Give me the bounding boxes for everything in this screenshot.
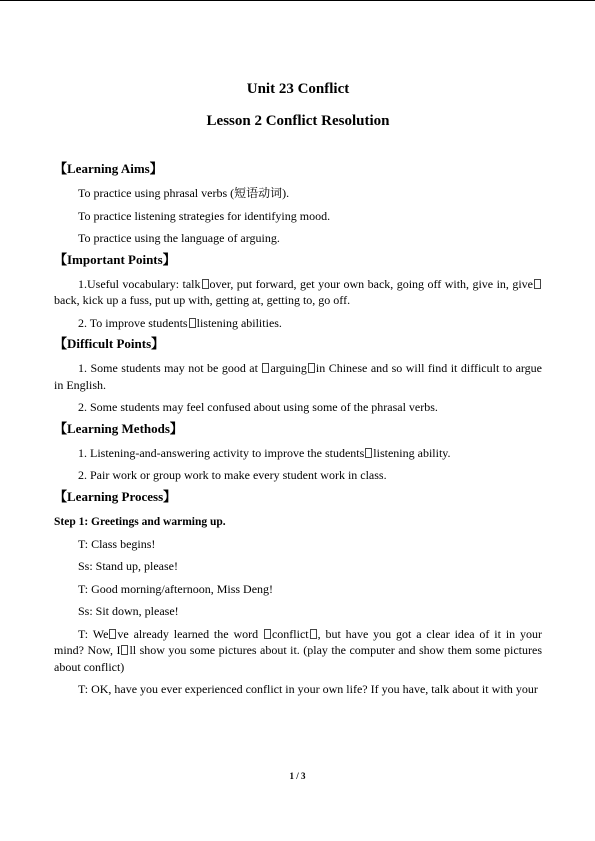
step-1-heading: Step 1: Greetings and warming up.	[54, 515, 226, 528]
missing-glyph-box	[109, 629, 116, 639]
top-rule	[0, 0, 595, 1]
aim-item: To practice listening strategies for identifying mood.	[78, 208, 331, 223]
aim-item: To practice using phrasal verbs (短语动词).	[78, 186, 290, 200]
learning-process-heading: 【Learning Process】	[54, 488, 177, 504]
dialogue-paragraph: T: We ve already learned the word conflict , but have you got a clear idea of it in your mind? Now, I ll show you some pictures about it. (play the computer and show them some pictures about conflict)	[54, 626, 543, 674]
missing-glyph-box	[121, 645, 128, 655]
missing-glyph-box	[534, 279, 541, 289]
dialogue-line: T: Class begins!	[78, 536, 156, 551]
difficult-point-2: 2. Some students may feel confused about using some of the phrasal verbs.	[78, 400, 438, 414]
method-2: 2. Pair work or group work to make every student work in class.	[78, 468, 387, 482]
learning-aims-heading: 【Learning Aims】	[54, 161, 163, 176]
missing-glyph-box	[202, 279, 209, 289]
missing-glyph-box	[189, 318, 196, 328]
document-title: Unit 23 Conflict	[246, 81, 350, 97]
missing-glyph-box	[365, 448, 372, 458]
aim-item: To practice using the language of arguing.	[78, 231, 280, 245]
important-point-2: 2. To improve students listening abilities.	[78, 315, 282, 330]
dialogue-paragraph: T: OK, have you ever experienced conflict in your own life? If you have, talk about it with your	[78, 682, 538, 696]
important-points-heading: 【Important Points】	[54, 251, 176, 267]
dialogue-line: T: Good morning/afternoon, Miss Deng!	[78, 581, 274, 596]
difficult-point-1: 1. Some students may not be good at arguing in Chinese and so will find it difficult to argue in English.	[54, 361, 543, 392]
dialogue-line: Ss: Sit down, please!	[78, 604, 179, 618]
difficult-points-heading: 【Difficult Points】	[54, 336, 165, 351]
missing-glyph-box	[308, 363, 315, 373]
dialogue-line: Ss: Stand up, please!	[78, 559, 178, 573]
page-number: 1 / 3	[289, 771, 306, 781]
missing-glyph-box	[264, 629, 271, 639]
important-point-1: 1.Useful vocabulary: talk over, put forward, get your own back, going off with, give in, giveback, kick up a fuss, put up with, getting at, getting to, go off.	[54, 276, 542, 309]
document-subtitle: Lesson 2 Conflict Resolution	[206, 113, 390, 129]
missing-glyph-box	[310, 629, 317, 639]
missing-glyph-box	[262, 363, 269, 373]
method-1: 1. Listening-and-answering activity to improve the students listening ability.	[78, 445, 451, 460]
document-body	[54, 80, 542, 704]
learning-methods-heading: 【Learning Methods】	[54, 420, 183, 436]
